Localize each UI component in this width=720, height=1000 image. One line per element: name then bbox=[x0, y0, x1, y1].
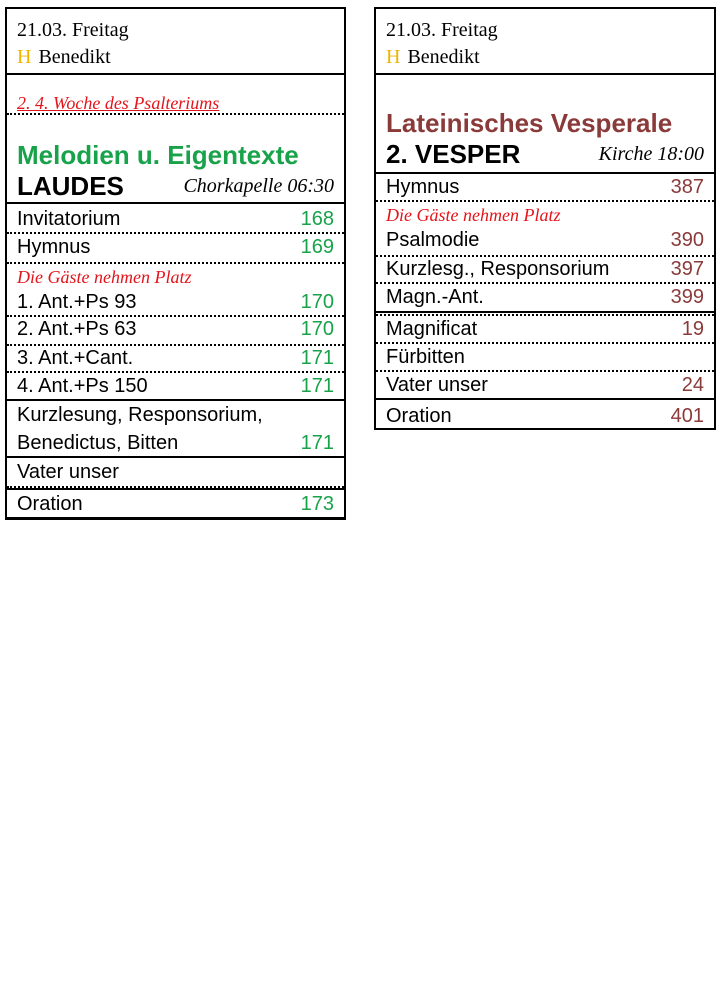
divider bbox=[376, 311, 714, 313]
guest-note: Die Gäste nehmen Platz bbox=[386, 205, 561, 225]
row-page: 171 bbox=[300, 347, 334, 369]
divider bbox=[376, 314, 714, 316]
row-page: 401 bbox=[670, 405, 704, 427]
psalter-week-note: 2. 4. Woche des Psalteriums bbox=[17, 93, 220, 113]
laudes-card bbox=[5, 7, 346, 520]
divider bbox=[376, 200, 714, 202]
row-label: Benedictus, Bitten bbox=[17, 432, 179, 454]
row-page: 399 bbox=[670, 286, 704, 308]
feast-name: Benedikt bbox=[407, 46, 480, 68]
row-page: 173 bbox=[300, 493, 334, 515]
row-page: 19 bbox=[681, 318, 704, 340]
divider bbox=[376, 370, 714, 372]
divider bbox=[7, 232, 344, 234]
location-time: Kirche 18:00 bbox=[598, 143, 704, 165]
row-label: Hymnus bbox=[17, 236, 91, 258]
row-label: Oration bbox=[386, 405, 452, 427]
row-label: Oration bbox=[17, 493, 83, 515]
row-label: 3. Ant.+Cant. bbox=[17, 347, 134, 369]
date-block bbox=[7, 9, 344, 75]
row-page: 387 bbox=[670, 176, 704, 198]
feast-line bbox=[386, 44, 714, 71]
row-page: 390 bbox=[670, 229, 704, 251]
row-label: Magn.-Ant. bbox=[386, 286, 484, 308]
section-title: Melodien u. Eigentexte bbox=[17, 140, 299, 170]
feast-rank-letter: H bbox=[17, 46, 32, 68]
row-label: Kurzlesung, Responsorium, bbox=[17, 404, 263, 426]
row-label: Kurzlesg., Responsorium bbox=[386, 258, 610, 280]
row-label: Magnificat bbox=[386, 318, 478, 340]
divider bbox=[7, 456, 344, 458]
row-page: 24 bbox=[681, 374, 704, 396]
row-page: 170 bbox=[300, 318, 334, 340]
row-page: 170 bbox=[300, 291, 334, 313]
divider bbox=[7, 113, 344, 115]
row-page: 169 bbox=[300, 236, 334, 258]
date-block bbox=[376, 9, 714, 75]
divider bbox=[7, 315, 344, 317]
location-time: Chorkapelle 06:30 bbox=[183, 175, 334, 197]
row-page: 171 bbox=[300, 375, 334, 397]
divider bbox=[7, 399, 344, 401]
row-page: 171 bbox=[300, 432, 334, 454]
row-page: 168 bbox=[300, 208, 334, 230]
divider bbox=[376, 398, 714, 400]
divider bbox=[376, 172, 714, 174]
guest-note: Die Gäste nehmen Platz bbox=[17, 267, 192, 287]
divider bbox=[376, 282, 714, 284]
hour-title: 2. VESPER bbox=[386, 139, 521, 169]
divider bbox=[376, 255, 714, 257]
divider bbox=[376, 342, 714, 344]
hour-title: LAUDES bbox=[17, 171, 124, 201]
divider bbox=[7, 344, 344, 346]
feast-name: Benedikt bbox=[38, 46, 111, 68]
feast-line bbox=[17, 44, 344, 71]
divider bbox=[7, 488, 344, 490]
row-label: 2. Ant.+Ps 63 bbox=[17, 318, 137, 340]
divider bbox=[7, 262, 344, 264]
row-page: 397 bbox=[670, 258, 704, 280]
divider bbox=[7, 371, 344, 373]
date-label: 21.03. Freitag bbox=[386, 19, 498, 41]
row-label: Vater unser bbox=[17, 461, 119, 483]
row-label: Fürbitten bbox=[386, 346, 465, 368]
row-label: 4. Ant.+Ps 150 bbox=[17, 375, 148, 397]
row-label: Hymnus bbox=[386, 176, 460, 198]
date-label: 21.03. Freitag bbox=[17, 19, 129, 41]
section-title: Lateinisches Vesperale bbox=[386, 108, 673, 138]
divider bbox=[7, 202, 344, 204]
vesper-card bbox=[374, 7, 716, 430]
feast-rank-letter: H bbox=[386, 46, 401, 68]
row-label: Vater unser bbox=[386, 374, 488, 396]
row-label: 1. Ant.+Ps 93 bbox=[17, 291, 137, 313]
row-label: Psalmodie bbox=[386, 229, 480, 251]
row-label: Invitatorium bbox=[17, 208, 121, 230]
